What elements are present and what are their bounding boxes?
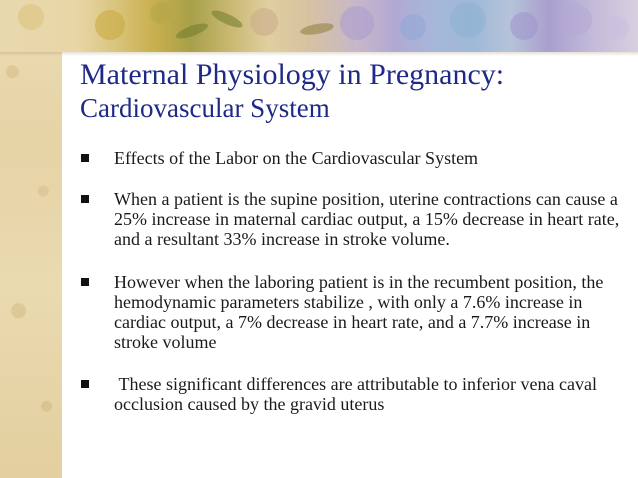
bullet-item [80,272,620,352]
title-line-2: Cardiovascular System [80,93,330,123]
slide-title [80,58,630,124]
title-line-1: Maternal Physiology in Pregnancy: [80,58,505,91]
bullet-text: When a patient is the supine position, uterine contractions can cause a 25% increase in maternal cardiac output, a 15% decrease in heart rate, and a resultant 33% increase in stroke volume. [114,189,620,249]
square-bullet-icon [81,195,89,203]
bullet-text: However when the laboring patient is in the recumbent position, the hemodynamic parameters stabilize , with only a 7.6% increase in cardiac output, a 7% decrease in heart rate, and a 7.7% increase in stroke volume [114,272,604,352]
square-bullet-icon [81,278,89,286]
bullet-list [80,148,620,414]
floral-banner [0,0,638,52]
bullet-text: Effects of the Labor on the Cardiovascular System [114,148,479,168]
bullet-text: These significant differences are attributable to inferior vena caval occlusion caused by the gravid uterus [114,374,602,414]
bullet-item [80,189,620,249]
bullet-item [80,374,620,414]
square-bullet-icon [81,380,89,388]
banner-shadow [0,52,638,56]
square-bullet-icon [81,154,89,162]
bullet-item [80,148,620,168]
parchment-border [0,0,62,478]
